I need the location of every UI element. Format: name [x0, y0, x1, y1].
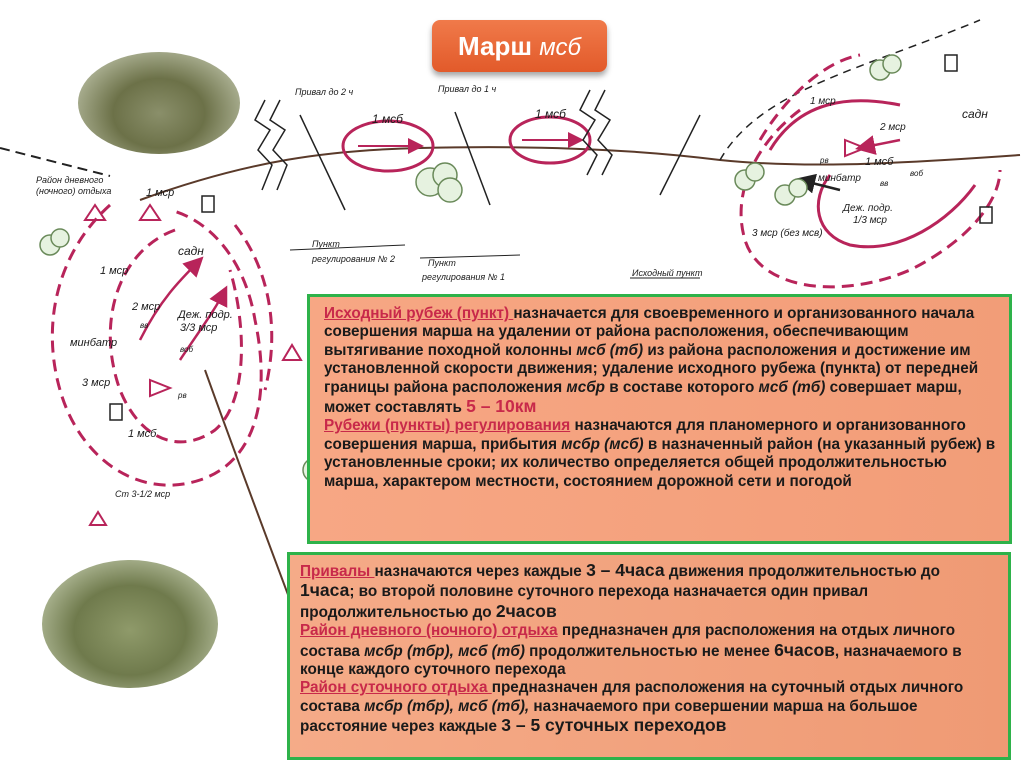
- label-3msr-b: 3 мср (без мсв): [752, 228, 823, 239]
- right-arrow-1: [860, 140, 900, 148]
- label-1msb-d: 1 мсб: [128, 428, 157, 440]
- label-start-point: Исходный пункт: [632, 268, 703, 278]
- label-ve-c: вв: [880, 179, 889, 188]
- term-daily-rest: Район суточного отдыха: [300, 679, 492, 697]
- command-icon: [202, 196, 214, 212]
- rest-area-loop-inner: [110, 230, 241, 442]
- label-duty-a2: 3/3 мср: [180, 322, 218, 334]
- reg-line-2: [300, 115, 345, 210]
- label-halt-1h: Привал до 1 ч: [438, 84, 497, 94]
- break-mark-2: [270, 100, 287, 190]
- term-day-rest: Район дневного (ночного) отдыха: [300, 622, 558, 640]
- label-pv-a: рв: [178, 391, 187, 400]
- label-sadn-a: садн: [178, 244, 204, 258]
- label-sadn-b: садн: [962, 107, 988, 121]
- label-2msr-b: 2 мср: [880, 122, 906, 133]
- side-road: [0, 148, 110, 176]
- box2-text: Привалы назначаются через каждые 3 – 4часа движения продолжительностью до 1часа; во второй половине суточного перехода назначается один привал продолжительностью до 2часов Район дневного (ночного) отдыха предназначен для расположения на отдых личного состава мсбр (тбр), мсб (тб) продолжительностью не менее 6часов, назначаемого в конце каждого суточного перехода Район суточного отдыха предназначен для расположения на суточный отдых личного состава мсбр (тбр), мсб (тб), назначаемого при совершении марша на большое расстояние через каждые 3 – 5 суточных переходов: [300, 560, 964, 736]
- triangle-icon: [140, 205, 160, 220]
- break-mark-4: [595, 90, 612, 175]
- label-minbatr-b: минбатр: [818, 173, 861, 184]
- info-box-halts: [287, 552, 1011, 760]
- slide-title: [432, 20, 607, 72]
- label-2msr-a: 2 мср: [132, 301, 161, 313]
- label-reg1: Пункт: [428, 258, 456, 268]
- box1-text: Исходный рубеж (пункт) назначается для своевременного и организованного начала совершения марша на удалении от района расположения, обеспечивающим вытягивание походной колонны мсб (тб) из района расположения и достижение им установленной скорости движения; удаление исходного рубежа (пункта) от передней границы района расположения мсбр в составе которого мсб (тб) совершает марш, может составлять 5 – 10км Рубежи (пункты) регулирования назначаются для планомерного и организованного совершения марша, прибытия мсбр (мсб) в назначенный район (на указанный рубеж) в установленные сроки; их количество определяется общей продолжительностью марша, характером местности, состоянием дорожной сети и погодой: [324, 305, 996, 490]
- label-day-rest: Район дневного: [36, 175, 104, 185]
- title-sub: мсб: [539, 34, 581, 61]
- label-1msb-c: 1 мсб: [865, 156, 894, 168]
- label-3msr-a: 3 мср: [82, 377, 111, 389]
- distance-value: 5 – 10км: [466, 396, 537, 417]
- label-1msb-b: 1 мсб: [535, 107, 566, 121]
- label-reg2: Пункт: [312, 239, 340, 249]
- label-duty-b: Деж. подр.: [843, 203, 893, 214]
- right-loop-inner: [818, 175, 975, 247]
- label-duty-b2: 1/3 мср: [853, 215, 887, 226]
- term-halts: Привалы: [300, 563, 375, 580]
- line-to-box: [205, 370, 290, 600]
- label-minbatr-a: минбатр: [70, 337, 118, 349]
- label-1msr-c: 1 мср: [810, 96, 836, 107]
- term-start-line: Исходный рубеж (пункт): [324, 305, 514, 322]
- break-mark-1: [255, 100, 272, 190]
- command-icon: [945, 55, 957, 71]
- label-st: Ст 3-1/2 мср: [115, 489, 171, 499]
- label-day-rest-2: (ночного) отдыха: [36, 186, 112, 196]
- flag-icon: [150, 380, 170, 396]
- triangle-icon: [283, 345, 301, 360]
- label-vob-b: воб: [910, 169, 923, 178]
- label-1msb-a: 1 мсб: [372, 112, 403, 126]
- label-reg1b: регулирования № 1: [422, 272, 505, 282]
- info-box-start-point: [307, 294, 1012, 544]
- triangle-icon: [90, 512, 106, 525]
- label-1msr-b: 1 мср: [100, 265, 129, 277]
- command-icon: [110, 404, 122, 420]
- label-vob-a: воб: [180, 345, 193, 354]
- term-reg-points: Рубежи (пункты) регулирования: [324, 417, 571, 435]
- label-1msr-a: 1 мср: [146, 187, 175, 199]
- label-duty-a: Деж. подр.: [178, 309, 233, 321]
- label-reg2b: регулирования № 2: [312, 254, 395, 264]
- label-halt-2h: Привал до 2 ч: [295, 87, 354, 97]
- label-ve-a: вв: [140, 321, 149, 330]
- title-main: Марш: [458, 31, 533, 61]
- label-pv-b: рв: [820, 156, 829, 165]
